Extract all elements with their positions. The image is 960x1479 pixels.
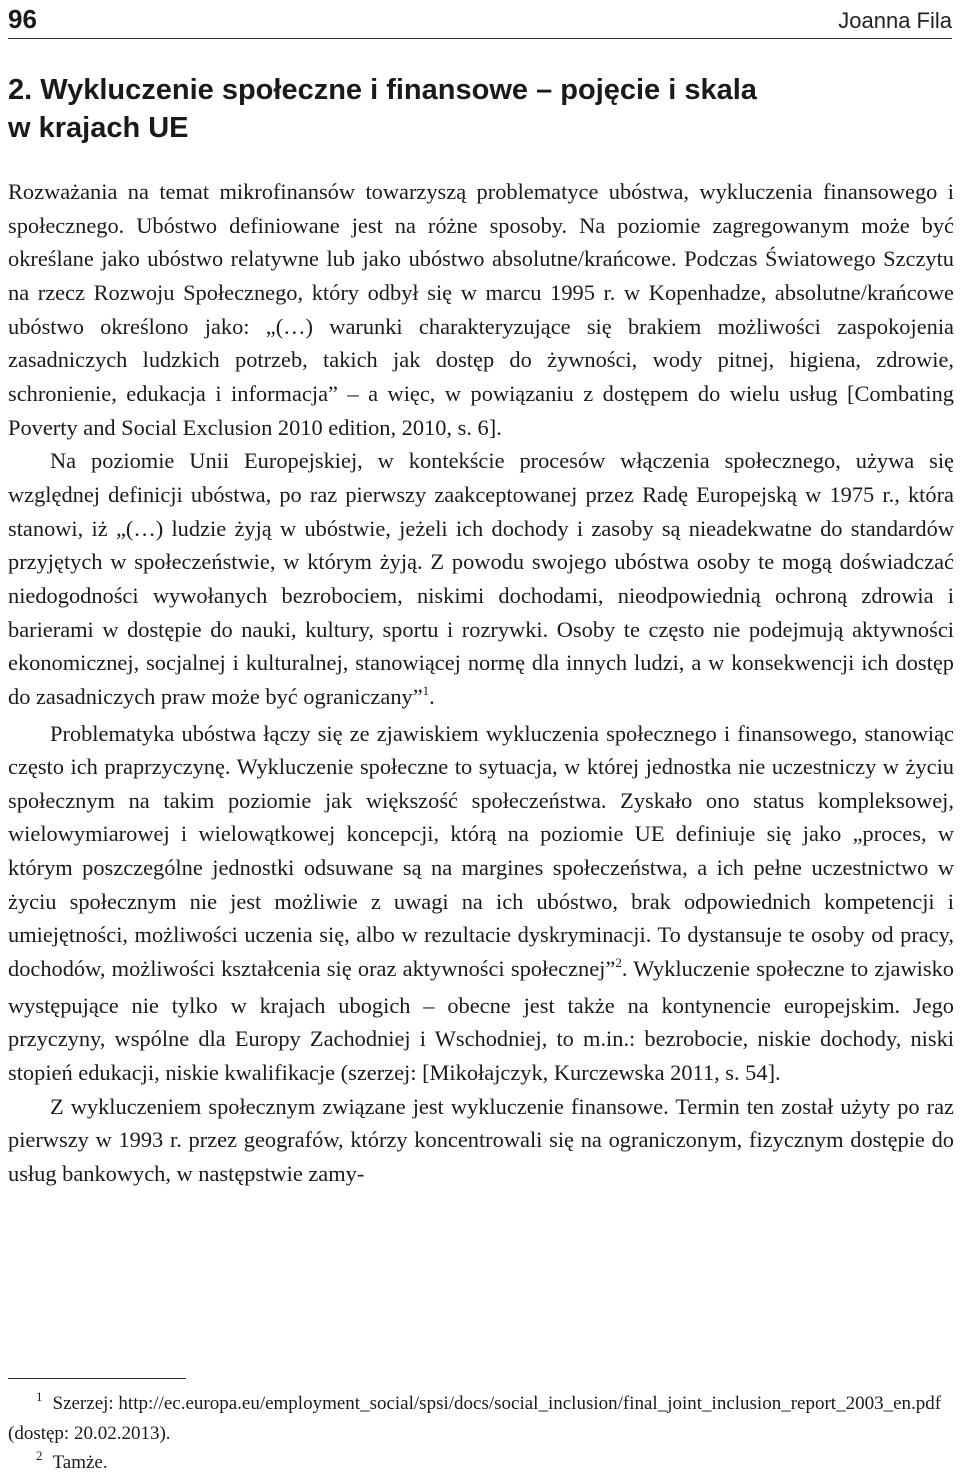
chapter-title — [8, 71, 908, 147]
footnote-2 — [8, 1448, 954, 1478]
footnote-ref-2[interactable]: 2 — [615, 955, 622, 971]
paragraph-4-text: Z wykluczeniem społecznym związane jest wykluczenie finansowe. Termin ten został użyty po raz pierwszy w 1993 r. przez geografów, którzy koncentrowali się na ograniczonym, fizycznym dostępie do usług bankowych, w następstwie zamy- — [8, 1093, 954, 1187]
running-head-author: Joanna Fila — [838, 8, 952, 33]
page-header — [8, 2, 952, 39]
body-text — [8, 175, 954, 1191]
footnotes — [8, 1389, 954, 1478]
paragraph-4 — [8, 1090, 954, 1191]
paragraph-2 — [8, 444, 954, 716]
chapter-title-line2: w krajach UE — [8, 112, 189, 144]
paragraph-1-text: Rozważania na temat mikrofinansów towarzyszą problematyce ubóstwa, wykluczenia finansowego i społecznego. Ubóstwo definiowane jest na różne sposoby. Na poziomie zagregowanym może być określane jako ubóstwo relatywne lub jako ubóstwo absolutne/krańcowe. Podczas Światowego Szczytu na rzecz Rozwoju Społecznego, który odbył się w marcu 1995 r. w Kopenhadze, absolutne/krańcowe ubóstwo określono jako: „(…) warunki charakteryzujące się brakiem możliwości zaspokojenia zasadniczych ludzkich potrzeb, takich jak dostęp do żywności, wody pitnej, higiena, zdrowie, schronienie, edukacja i informacja” – a więc, w powiązaniu z dostępem do wielu usług [Combating Poverty and Social Exclusion 2010 edition, 2010, s. 6]. — [8, 179, 954, 440]
footnote-1-mark: 1 — [36, 1389, 43, 1404]
chapter-title-line1: 2. Wykluczenie społeczne i finansowe – pojęcie i skala — [8, 74, 757, 106]
footnote-2-mark: 2 — [36, 1448, 43, 1463]
footnote-1 — [8, 1389, 954, 1448]
footnote-2-text: Tamże. — [52, 1452, 108, 1473]
paragraph-1 — [8, 175, 954, 444]
footnote-divider — [8, 1378, 186, 1379]
footnote-ref-1[interactable]: 1 — [422, 682, 430, 698]
page-number: 96 — [8, 4, 37, 34]
paragraph-3-text: Problematyka ubóstwa łączy się ze zjawiskiem wykluczenia społecznego i finansowego, stanowiąc często ich praprzyczynę. Wykluczenie społeczne to sytuacja, w której jednostka nie uczestniczy w życiu społecznym na takim poziomie jak większość społeczeństwa. Zyskało ono status kompleksowej, wielowymiarowej i wielowątkowej koncepcji, którą na poziomie UE definiuje się jako „proces, w którym poszczególne jednostki odsuwane są na margines społeczeństwa, a ich pełne uczestnictwo w życiu społecznym nie jest możliwie z uwagi na ich ubóstwo, brak odpowiednich kompetencji i umiejętności, możliwości uczenia się, albo w rezultacie dyskryminacji. To dystansuje te osoby od pracy, dochodów, możliwości kształcenia się oraz aktywności społecznej” — [8, 720, 954, 982]
paragraph-2-end: . — [429, 683, 435, 709]
footnote-1-text: Szerzej: http://ec.europa.eu/employment_social/spsi/docs/social_inclusion/final_joint_inclusion_report_2003_en.pdf (dostęp: 20.02.2013). — [8, 1393, 942, 1444]
paragraph-3-text-cont: . Wykluczenie społeczne to zjawisko występujące nie tylko w krajach ubogich – obecne jest także na kontynencie europejskim. Jego przyczyny, wspólne dla Europy Zachodniej i Wschodniej, to m.in.: bezrobocie, niskie dochody, niski stopień edukacji, niskie kwalifikacje (szerzej: [Mikołajczyk, Kurczewska 2011, s. 54]. — [8, 956, 954, 1086]
paragraph-2-text: Na poziomie Unii Europejskiej, w kontekście procesów włączenia społecznego, używa się względnej definicji ubóstwa, po raz pierwszy zaakceptowanej przez Radę Europejską w 1975 r., która stanowi, iż „(…) ludzie żyją w ubóstwie, jeżeli ich dochody i zasoby są nieadekwatne do standardów przyjętych w społeczeństwie, w którym żyją. Z powodu swojego ubóstwa osoby te mogą doświadczać niedogodności wywołanych bezrobociem, niskimi dochodami, nieodpowiednią ochroną zdrowia i barierami w dostępie do nauki, kultury, sportu i rozrywki. Osoby te często nie podejmują aktywności ekonomicznej, socjalnej i kulturalnej, stanowiącej normę dla innych ludzi, a w konsekwencji ich dostęp do zasadniczych praw może być ograniczany” — [8, 448, 954, 709]
paragraph-3 — [8, 717, 954, 1090]
